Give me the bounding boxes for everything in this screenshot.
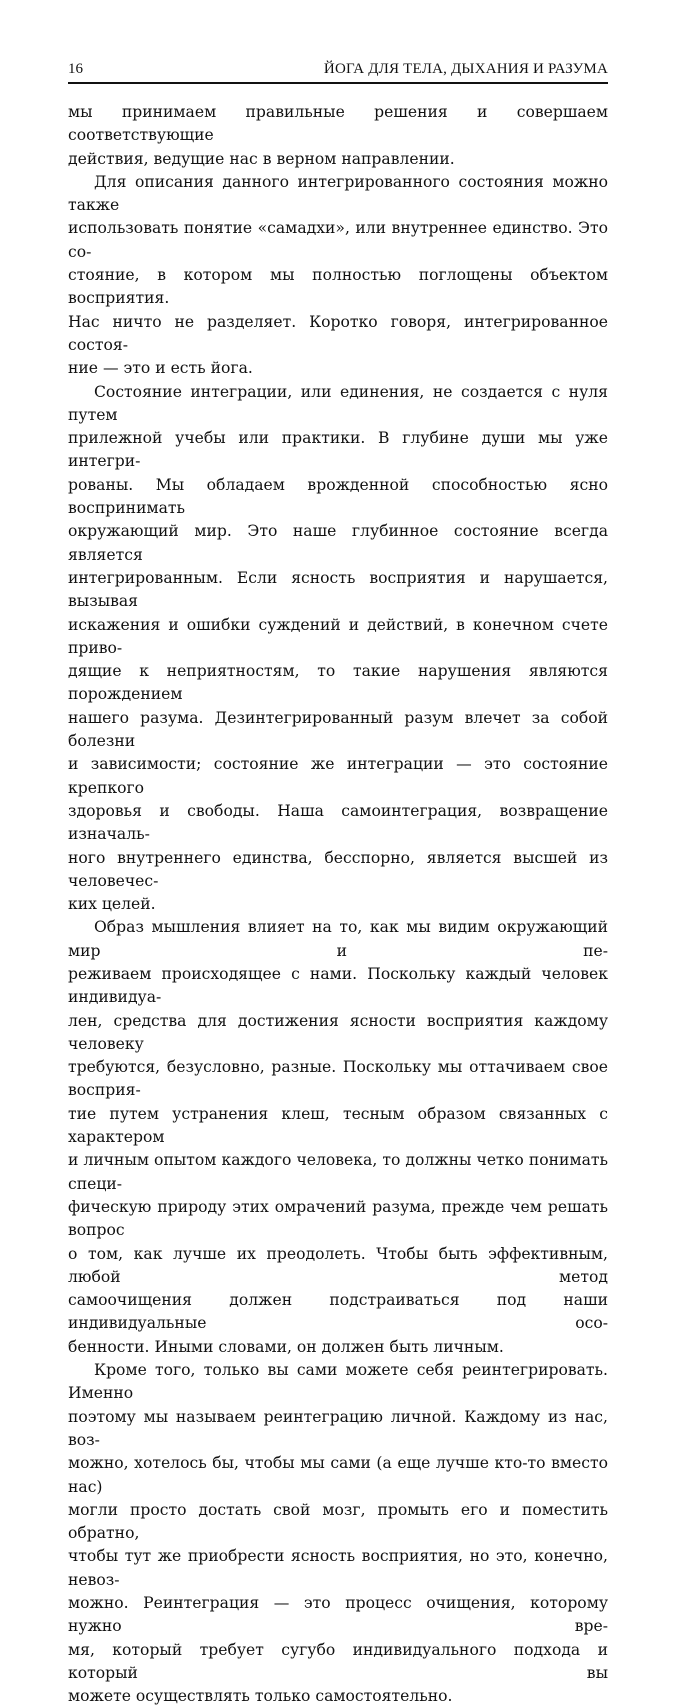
text-line: интегрированным. Если ясность восприятия и нарушается, вызывая: [68, 568, 608, 611]
text-line: действия, ведущие нас в верном направлении.: [68, 149, 455, 168]
text-line: могли просто достать свой мозг, промыть его и поместить обратно,: [68, 1500, 608, 1543]
text-line: можете осуществлять только самостоятельно.: [68, 1687, 453, 1706]
text-line: окружающий мир. Это наше глубинное состояние всегда является: [68, 522, 608, 564]
text-line: о том, как лучше их преодолеть. Чтобы быть эффективным, любой метод: [68, 1244, 608, 1286]
running-header: [68, 60, 608, 82]
text-line: ного внутреннего единства, бесспорно, является высшей из человечес-: [68, 848, 608, 890]
text-line: чтобы тут же приобрести ясность восприятия, но это, конечно, невоз-: [68, 1547, 608, 1589]
text-line: Образ мышления влияет на то, как мы видим окружающий мир и пе-: [68, 918, 608, 960]
text-line: реживаем происходящее с нами. Поскольку каждый человек индивидуа-: [68, 964, 608, 1007]
text-line: дящие к неприятностям, то такие нарушения являются порождением: [68, 662, 608, 704]
text-line: бенности. Иными словами, он должен быть личным.: [68, 1337, 504, 1356]
text-line: Для описания данного интегрированного состояния можно также: [68, 172, 608, 215]
text-line: прилежной учебы или практики. В глубине души мы уже интегри-: [68, 429, 608, 471]
paragraph: [68, 916, 608, 1359]
body-text: [68, 101, 608, 1708]
text-line: мя, который требует сугубо индивидуального подхода и который вы: [68, 1640, 608, 1682]
text-line: можно, хотелось бы, чтобы мы сами (а еще лучше кто-то вместо нас): [68, 1454, 608, 1496]
page-number: 16: [68, 61, 83, 77]
text-line: поэтому мы называем реинтеграцию личной. Каждому из нас, воз-: [68, 1407, 608, 1449]
paragraph: [68, 381, 608, 917]
text-line: ких целей.: [68, 895, 156, 914]
text-line: фическую природу этих омрачений разума, прежде чем решать вопрос: [68, 1197, 608, 1240]
paragraph: [68, 101, 608, 171]
text-line: самоочищения должен подстраиваться под наши индивидуальные осо-: [68, 1291, 608, 1333]
text-line: и личным опытом каждого человека, то должны четко понимать специ-: [68, 1151, 608, 1193]
text-line: Кроме того, только вы сами можете себя реинтегрировать. Именно: [68, 1361, 608, 1403]
text-line: лен, средства для достижения ясности восприятия каждому человеку: [68, 1011, 608, 1053]
running-title: ЙОГА ДЛЯ ТЕЛА, ДЫХАНИЯ И РАЗУМА: [323, 61, 608, 77]
text-line: здоровья и свободы. Наша самоинтеграция, возвращение изначаль-: [68, 801, 608, 844]
header-rule: [68, 82, 608, 84]
text-line: ние — это и есть йога.: [68, 359, 253, 378]
text-line: требуются, безусловно, разные. Поскольку мы оттачиваем свое восприя-: [68, 1058, 608, 1100]
text-line: искажения и ошибки суждений и действий, в конечном счете приво-: [68, 615, 608, 657]
text-line: Нас ничто не разделяет. Коротко говоря, интегрированное состоя-: [68, 312, 608, 354]
text-line: Состояние интеграции, или единения, не создается с нуля путем: [68, 382, 608, 424]
text-line: и зависимости; состояние же интеграции — это состояние крепкого: [68, 755, 608, 797]
paragraph: [68, 1359, 608, 1708]
text-line: мы принимаем правильные решения и совершаем соответствующие: [68, 103, 608, 145]
paragraph: [68, 171, 608, 381]
text-line: можно. Реинтеграция — это процесс очищения, которому нужно вре-: [68, 1594, 608, 1636]
text-line: тие путем устранения клеш, тесным образом связанных с характером: [68, 1104, 608, 1147]
text-line: рованы. Мы обладаем врожденной способностью ясно воспринимать: [68, 475, 608, 518]
text-line: нашего разума. Дезинтегрированный разум влечет за собой болезни: [68, 708, 608, 751]
text-line: стояние, в котором мы полностью поглощены объектом восприятия.: [68, 266, 608, 308]
text-line: использовать понятие «самадхи», или внутреннее единство. Это со-: [68, 219, 608, 261]
